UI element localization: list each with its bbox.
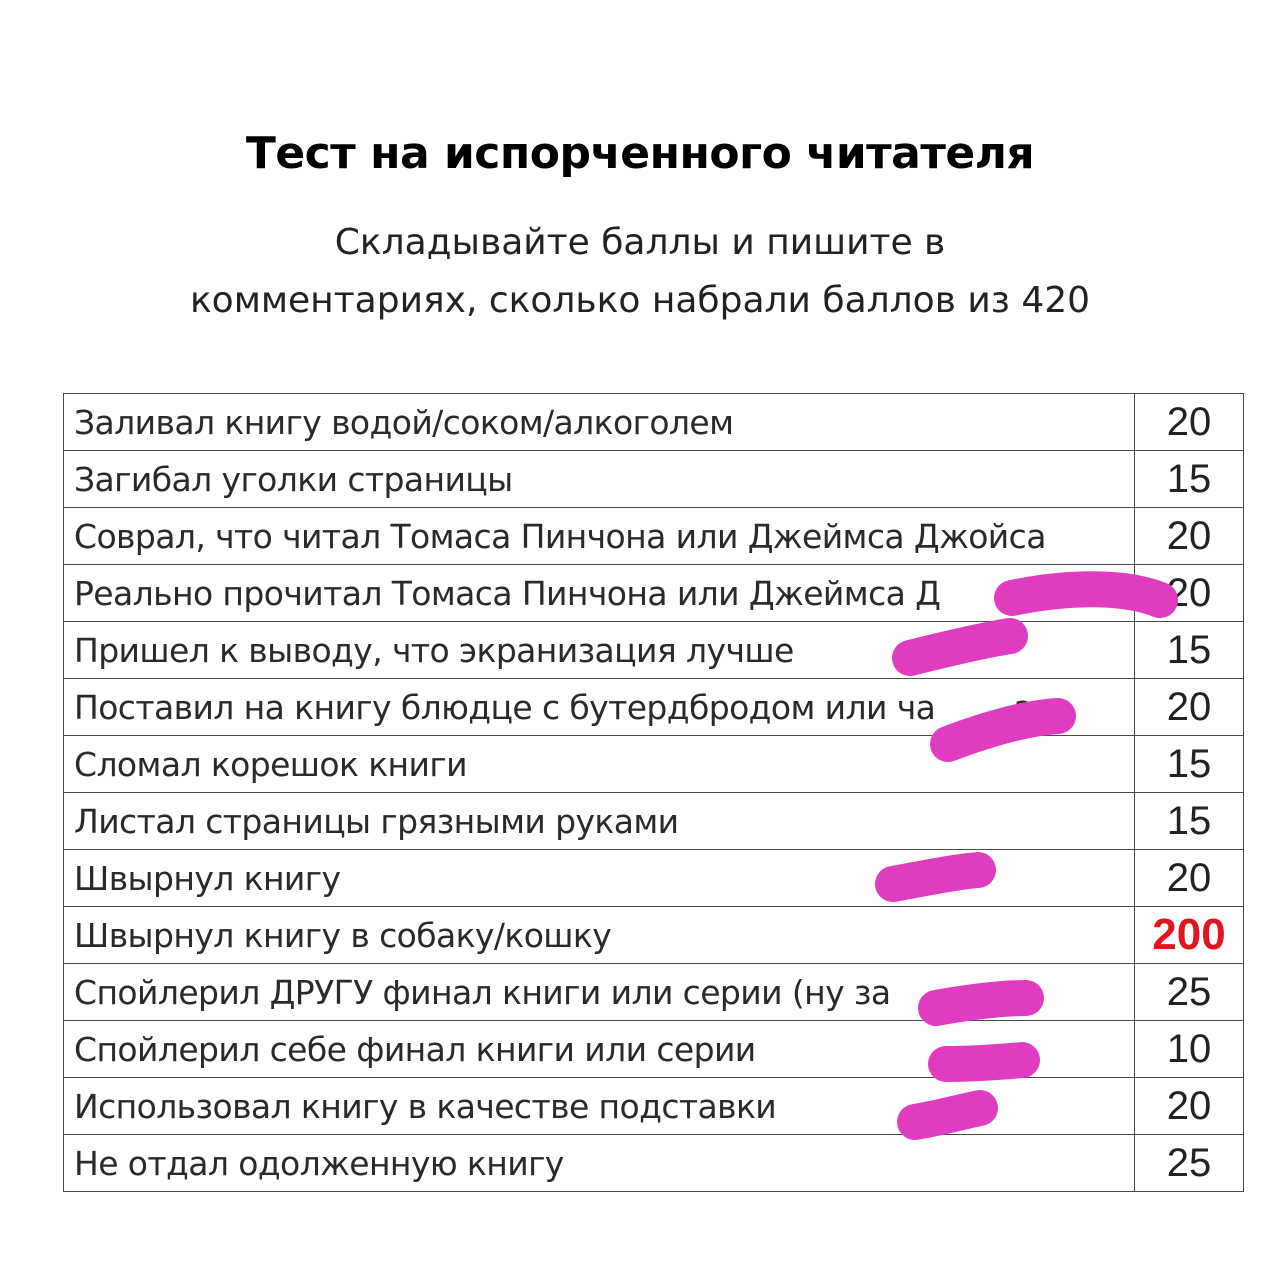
row-item-label: Швырнул книгу в собаку/кошку bbox=[64, 907, 1135, 964]
row-score: 20 bbox=[1135, 508, 1244, 565]
row-item-label: Сломал корешок книги bbox=[64, 736, 1135, 793]
row-item-label bbox=[64, 679, 1135, 736]
row-score: 20 bbox=[1135, 394, 1244, 451]
row-item-label: Соврал, что читал Томаса Пинчона или Джеймса Джойса bbox=[64, 508, 1135, 565]
row-score: 20 bbox=[1135, 679, 1244, 736]
table-row bbox=[64, 1135, 1244, 1192]
row-item-label: Реально прочитал Томаса Пинчона или Джеймса Д bbox=[64, 565, 1135, 622]
table-row bbox=[64, 394, 1244, 451]
row-item-label: Спойлерил себе финал книги или серии bbox=[64, 1021, 1135, 1078]
row-score-highlight: 200 bbox=[1135, 907, 1244, 964]
table-row bbox=[64, 679, 1244, 736]
row-item-label: Листал страницы грязными руками bbox=[64, 793, 1135, 850]
table-row bbox=[64, 622, 1244, 679]
row-score: 25 bbox=[1135, 964, 1244, 1021]
row-score: 10 bbox=[1135, 1021, 1244, 1078]
subtitle-line-2: комментариях, сколько набрали баллов из 420 bbox=[189, 280, 1091, 321]
table-row bbox=[64, 907, 1244, 964]
row-item-text-tail: ая bbox=[1013, 687, 1053, 727]
subtitle bbox=[0, 214, 1280, 330]
row-item-text: Поставил на книгу блюдце с бутердбродом или ча bbox=[74, 687, 936, 727]
row-item-label: Заливал книгу водой/соком/алкоголем bbox=[64, 394, 1135, 451]
table-row bbox=[64, 964, 1244, 1021]
page-title: Тест на испорченного читателя bbox=[245, 128, 1035, 179]
row-score: 20 bbox=[1135, 1078, 1244, 1135]
table-row bbox=[64, 736, 1244, 793]
row-item-label: Пришел к выводу, что экранизация лучше bbox=[64, 622, 1135, 679]
score-table bbox=[63, 393, 1244, 1192]
table-row bbox=[64, 1078, 1244, 1135]
row-score: 20 bbox=[1135, 850, 1244, 907]
table-row bbox=[64, 565, 1244, 622]
row-item-label: Не отдал одолженную книгу bbox=[64, 1135, 1135, 1192]
row-item-label: Использовал книгу в качестве подставки bbox=[64, 1078, 1135, 1135]
table-row bbox=[64, 508, 1244, 565]
row-score: 15 bbox=[1135, 622, 1244, 679]
row-score: 25 bbox=[1135, 1135, 1244, 1192]
table-row bbox=[64, 1021, 1244, 1078]
row-score: 15 bbox=[1135, 793, 1244, 850]
row-item-label: Швырнул книгу bbox=[64, 850, 1135, 907]
row-item-label: Спойлерил ДРУГУ финал книги или серии (ну за bbox=[64, 964, 1135, 1021]
row-score: 20 bbox=[1135, 565, 1244, 622]
table-row bbox=[64, 850, 1244, 907]
row-item-label: Загибал уголки страницы bbox=[64, 451, 1135, 508]
subtitle-line-1: Складывайте баллы и пишите в bbox=[334, 222, 946, 263]
table-row bbox=[64, 793, 1244, 850]
row-score: 15 bbox=[1135, 451, 1244, 508]
table-row bbox=[64, 451, 1244, 508]
row-score: 15 bbox=[1135, 736, 1244, 793]
